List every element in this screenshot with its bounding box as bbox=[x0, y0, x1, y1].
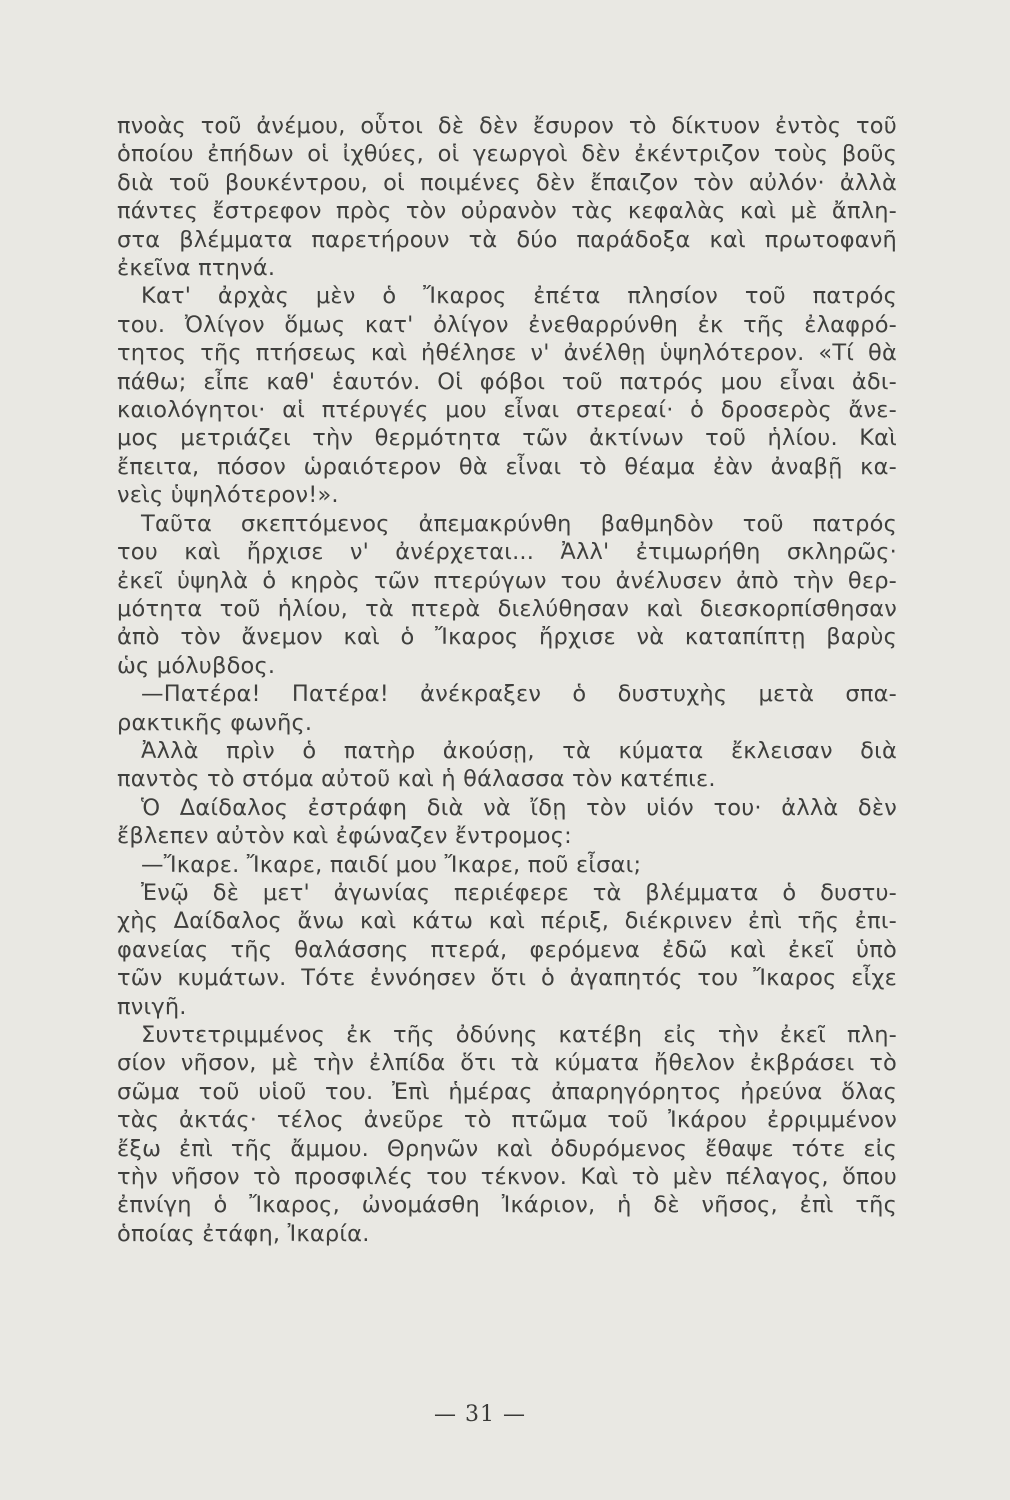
text-line: διὰ τοῦ βουκέντρου, οἱ ποιμένες δὲν ἔπαιζον τὸν αὐλόν· ἀλλὰ bbox=[117, 169, 897, 196]
text-line: —Πατέρα! Πατέρα! ἀνέκραξεν ὁ δυστυχὴς μετὰ σπα- bbox=[141, 681, 897, 708]
text-line: Ταῦτα σκεπτόμενος ἀπεμακρύνθη βαθμηδὸν τοῦ πατρός bbox=[141, 510, 897, 537]
paragraph bbox=[117, 737, 897, 794]
text-line: νεὶς ὑψηλότερον!». bbox=[117, 482, 339, 509]
paragraph bbox=[117, 794, 897, 851]
paragraph bbox=[117, 851, 897, 879]
text-line: ἀπὸ τὸν ἄνεμον καὶ ὁ Ἴκαρος ἤρχισε νὰ καταπίπτῃ βαρὺς bbox=[117, 624, 897, 651]
text-line: —Ἴκαρε. Ἴκαρε, παιδί μου Ἴκαρε, ποῦ εἶσαι; bbox=[141, 851, 642, 878]
text-line: ἔπειτα, πόσον ὡραιότερον θὰ εἶναι τὸ θέαμα ἐὰν ἀναβῇ κα- bbox=[117, 453, 897, 480]
text-line: τῶν κυμάτων. Τότε ἐννόησεν ὅτι ὁ ἀγαπητός του Ἴκαρος εἶχε bbox=[117, 965, 897, 992]
text-line: παντὸς τὸ στόμα αὐτοῦ καὶ ἡ θάλασσα τὸν κατέπιε. bbox=[117, 766, 716, 793]
text-line: στα βλέμματα παρετήρουν τὰ δύο παράδοξα καὶ πρωτοφανῆ bbox=[117, 226, 897, 253]
text-line: πάντες ἔστρεφον πρὸς τὸν οὐρανὸν τὰς κεφαλὰς καὶ μὲ ἄπλη- bbox=[117, 198, 897, 225]
paragraph bbox=[117, 112, 897, 282]
text-line: Συντετριμμένος ἐκ τῆς ὀδύνης κατέβη εἰς τὴν ἐκεῖ πλη- bbox=[141, 1022, 897, 1048]
paragraph bbox=[117, 282, 897, 509]
paragraph bbox=[117, 1021, 897, 1248]
paragraph bbox=[117, 879, 897, 1021]
text-line: καιολόγητοι· αἱ πτέρυγές μου εἶναι στερεαί· ὁ δροσερὸς ἄνε- bbox=[117, 397, 897, 424]
text-line: πνοὰς τοῦ ἀνέμου, οὗτοι δὲ δὲν ἔσυρον τὸ δίκτυον ἐντὸς τοῦ bbox=[117, 113, 897, 139]
text-line: Ἀλλὰ πρὶν ὁ πατὴρ ἀκούσῃ, τὰ κύματα ἔκλεισαν διὰ bbox=[141, 737, 897, 764]
text-line: του. Ὀλίγον ὅμως κατ' ὀλίγον ἐνεθαρρύνθη ἐκ τῆς ἐλαφρό- bbox=[117, 311, 897, 338]
paragraph bbox=[117, 510, 897, 680]
text-line: ρακτικῆς φωνῆς. bbox=[117, 709, 313, 736]
text-line: ἐκεῖ ὑψηλὰ ὁ κηρὸς τῶν πτερύγων του ἀνέλυσεν ἀπὸ τὴν θερ- bbox=[117, 567, 897, 594]
text-line: τὴν νῆσον τὸ προσφιλές του τέκνον. Καὶ τὸ μὲν πέλαγος, ὅπου bbox=[117, 1164, 897, 1191]
page-number: — 31 — bbox=[434, 1402, 526, 1427]
text-line: πάθω; εἶπε καθ' ἑαυτόν. Οἱ φόβοι τοῦ πατρός μου εἶναι ἀδι- bbox=[117, 368, 897, 395]
text-line: ἐκεῖνα πτηνά. bbox=[117, 255, 276, 282]
text-line: ὡς μόλυβδος. bbox=[117, 652, 276, 679]
text-line: ἔβλεπεν αὐτὸν καὶ ἐφώναζεν ἔντρομος: bbox=[117, 823, 572, 850]
text-line: ὁποίας ἐτάφη, Ἰκαρία. bbox=[117, 1220, 370, 1247]
text-line: πνιγῆ. bbox=[117, 993, 187, 1020]
text-line: ὁποίου ἐπήδων οἱ ἰχθύες, οἱ γεωργοὶ δὲν ἐκέντριζον τοὺς βοῦς bbox=[117, 141, 897, 168]
text-line: φανείας τῆς θαλάσσης πτερά, φερόμενα ἐδῶ καὶ ἐκεῖ ὑπὸ bbox=[117, 936, 897, 963]
text-line: ἔξω ἐπὶ τῆς ἄμμου. Θρηνῶν καὶ ὀδυρόμενος ἔθαψε τότε εἰς bbox=[117, 1135, 897, 1162]
text-line: σίον νῆσον, μὲ τὴν ἐλπίδα ὅτι τὰ κύματα ἤθελον ἐκβράσει τὸ bbox=[117, 1050, 897, 1077]
paragraph bbox=[117, 680, 897, 737]
text-line: τὰς ἀκτάς· τέλος ἀνεῦρε τὸ πτῶμα τοῦ Ἰκάρου ἐρριμμένον bbox=[117, 1107, 897, 1134]
text-line: Ἐνῷ δὲ μετ' ἀγωνίας περιέφερε τὰ βλέμματα ὁ δυστυ- bbox=[141, 879, 897, 906]
text-line: τητος τῆς πτήσεως καὶ ἠθέλησε ν' ἀνέλθῃ ὑψηλότερον. «Τί θὰ bbox=[117, 340, 897, 367]
text-line: μος μετριάζει τὴν θερμότητα τῶν ἀκτίνων τοῦ ἡλίου. Καὶ bbox=[117, 425, 897, 452]
text-line: του καὶ ἤρχισε ν' ἀνέρχεται... Ἀλλ' ἐτιμωρήθη σκληρῶς· bbox=[117, 539, 897, 566]
text-line: μότητα τοῦ ἡλίου, τὰ πτερὰ διελύθησαν καὶ διεσκορπίσθησαν bbox=[117, 595, 897, 622]
text-line: χὴς Δαίδαλος ἄνω καὶ κάτω καὶ πέριξ, διέκρινεν ἐπὶ τῆς ἐπι- bbox=[117, 908, 897, 935]
text-line: ἐπνίγη ὁ Ἴκαρος, ὠνομάσθη Ἰκάριον, ἡ δὲ νῆσος, ἐπὶ τῆς bbox=[117, 1192, 897, 1219]
body-text bbox=[117, 112, 897, 1248]
text-line: Κατ' ἀρχὰς μὲν ὁ Ἴκαρος ἐπέτα πλησίον τοῦ πατρός bbox=[141, 283, 897, 310]
text-line: Ὁ Δαίδαλος ἐστράφη διὰ νὰ ἴδῃ τὸν υἱόν του· ἀλλὰ δὲν bbox=[141, 794, 897, 821]
text-line: σῶμα τοῦ υἱοῦ του. Ἐπὶ ἡμέρας ἀπαρηγόρητος ἠρεύνα ὅλας bbox=[117, 1078, 897, 1105]
